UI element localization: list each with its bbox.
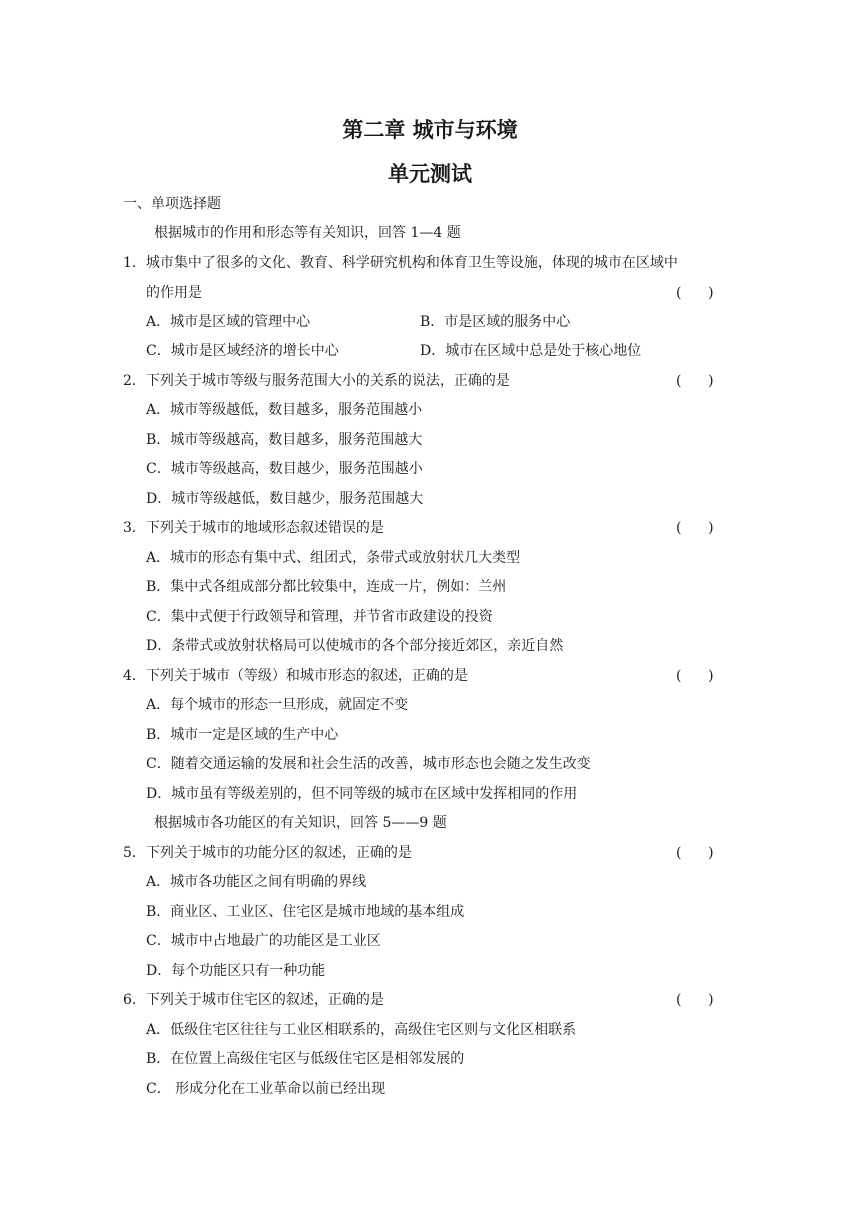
q2-option-a: A．城市等级越低，数目越多，服务范围越小	[146, 402, 423, 418]
q5-answer-paren: ( )	[676, 845, 714, 861]
q6-answer-paren: ( )	[676, 992, 714, 1008]
q4-option-d: D．城市虽有等级差别的，但不同等级的城市在区域中发挥相同的作用	[146, 786, 578, 802]
q6-option-a: A．低级住宅区往往与工业区相联系的，高级住宅区则与文化区相联系	[146, 1022, 577, 1038]
q6-stem: 6．下列关于城市住宅区的叙述，正确的是	[123, 992, 384, 1008]
q3-option-a: A．城市的形态有集中式、组团式，条带式或放射状几大类型	[146, 550, 521, 566]
q2-option-d: D．城市等级越低，数目越少，服务范围越大	[146, 491, 424, 507]
q3-answer-paren: ( )	[676, 520, 714, 536]
q5-option-b: B．商业区、工业区、住宅区是城市地域的基本组成	[146, 904, 465, 920]
q2-answer-paren: ( )	[676, 373, 714, 389]
q5-option-a: A．城市各功能区之间有明确的界线	[146, 874, 367, 890]
q1-stem-line1: 1．城市集中了很多的文化、教育、科学研究机构和体育卫生等设施，体现的城市在区域中	[123, 255, 678, 271]
chapter-title: 第二章 城市与环境	[342, 118, 518, 142]
q6-option-c: C． 形成分化在工业革命以前已经出现	[146, 1081, 386, 1097]
q2-stem: 2．下列关于城市等级与服务范围大小的关系的说法，正确的是	[123, 373, 510, 389]
q5-option-c: C．城市中占地最广的功能区是工业区	[146, 933, 381, 949]
unit-test-title: 单元测试	[388, 162, 472, 186]
q2-option-c: C．城市等级越高，数目越少，服务范围越小	[146, 461, 423, 477]
q1-stem-line2: 的作用是	[146, 285, 202, 301]
q2-option-b: B．城市等级越高，数目越多，服务范围越大	[146, 432, 423, 448]
q1-option-d: D．城市在区域中总是处于核心地位	[420, 343, 642, 359]
q4-answer-paren: ( )	[676, 668, 714, 684]
q4-option-c: C．随着交通运输的发展和社会生活的改善，城市形态也会随之发生改变	[146, 756, 591, 772]
q6-option-b: B．在位置上高级住宅区与低级住宅区是相邻发展的	[146, 1051, 465, 1067]
q3-stem: 3．下列关于城市的地域形态叙述错误的是	[123, 520, 384, 536]
q3-option-d: D．条带式或放射状格局可以使城市的各个部分接近郊区，亲近自然	[146, 638, 564, 654]
q3-option-c: C．集中式便于行政领导和管理，并节省市政建设的投资	[146, 609, 493, 625]
q4-option-b: B．城市一定是区域的生产中心	[146, 727, 339, 743]
section-heading: 一、单项选择题	[123, 196, 221, 212]
intro-q1-4: 根据城市的作用和形态等有关知识，回答 1—4 题	[154, 225, 461, 241]
q4-option-a: A．每个城市的形态一旦形成，就固定不变	[146, 697, 409, 713]
q1-option-a: A．城市是区域的管理中心	[146, 314, 311, 330]
q1-answer-paren: ( )	[676, 285, 714, 301]
q3-option-b: B．集中式各组成部分都比较集中，连成一片，例如：兰州	[146, 579, 507, 595]
q5-option-d: D．每个功能区只有一种功能	[146, 963, 326, 979]
q4-stem: 4．下列关于城市（等级）和城市形态的叙述，正确的是	[123, 668, 468, 684]
intro-q5-9: 根据城市各功能区的有关知识，回答 5——9 题	[154, 815, 447, 831]
q5-stem: 5．下列关于城市的功能分区的叙述，正确的是	[123, 845, 412, 861]
q1-option-b: B．市是区域的服务中心	[420, 314, 571, 330]
q1-option-c: C．城市是区域经济的增长中心	[146, 343, 339, 359]
